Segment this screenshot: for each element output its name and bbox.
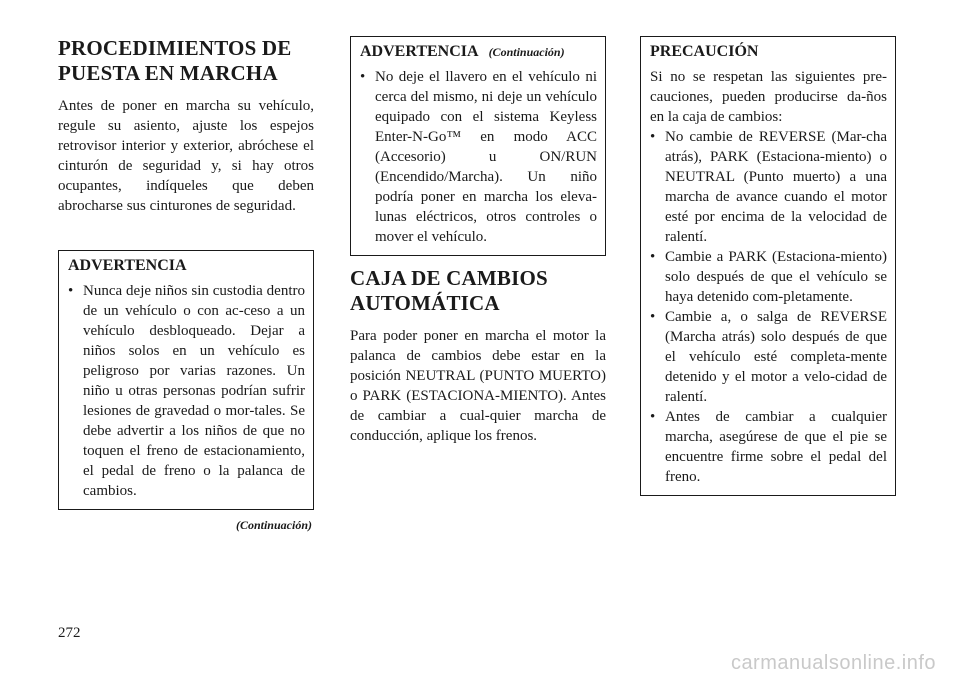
transmission-paragraph: Para poder poner en marcha el motor la palanca de cambios debe estar en la posición NEUTRAL (PUNTO MUERTO) o PARK (ESTACIONA-MIENTO). Antes de cambiar a cual-quier marcha de conducción, aplique los frenos. — [350, 328, 606, 444]
caution-item: • No cambie de REVERSE (Mar-cha atrás), PARK (Estaciona-miento) o NEUTRAL (Punto muerto) a una marcha de avance cuando el motor esté por encima de la velocidad de ralentí. — [650, 127, 887, 247]
warning-box-continued — [350, 36, 606, 256]
watermark: carmanualsonline.info — [730, 652, 936, 674]
warning-title: ADVERTENCIA — [360, 43, 479, 60]
intro-paragraph: Antes de poner en marcha su vehículo, regule su asiento, ajuste los espejos retrovisor interior y exterior, abróchese el cinturón de seguridad y, si hay otros ocupantes, indíqueles que deben abrocharse sus cinturones de seguridad. — [58, 98, 314, 214]
caution-item: • Antes de cambiar a cualquier marcha, asegúrese de que el pie se encuentre firme sobre el pedal del freno. — [650, 407, 887, 487]
caution-item: • Cambie a PARK (Estaciona-miento) solo después de que el vehículo se haya detenido com-pletamente. — [650, 247, 887, 307]
heading-line: AUTOMÁTICA — [350, 291, 500, 315]
warning-list — [68, 281, 305, 501]
heading-line: PROCEDIMIENTOS DE — [58, 36, 292, 60]
page-number: 272 — [58, 625, 81, 641]
section-heading-transmission — [350, 266, 606, 316]
middle-column — [350, 36, 606, 446]
warning-list — [360, 67, 597, 247]
caution-title: PRECAUCIÓN — [650, 43, 759, 60]
caution-intro: Si no se respetan las siguientes pre-cauciones, pueden producirse da-ños en la caja de cambios: — [650, 69, 887, 125]
heading-line: CAJA DE CAMBIOS — [350, 266, 548, 290]
warning-item: • No deje el llavero en el vehículo ni cerca del mismo, ni deje un vehículo equipado con el sistema Keyless Enter-N-Go™ en modo ACC (Accesorio) u ON/RUN (Encendido/Marcha). Un niño podría poner en marcha los eleva-lunas eléctricos, otros controles o mover el vehículo. — [360, 67, 597, 247]
caution-list — [650, 127, 887, 487]
continued-label: (Continuación) — [235, 518, 312, 532]
section-heading-startup — [58, 36, 314, 86]
warning-box — [58, 250, 314, 510]
left-column — [58, 36, 314, 533]
warning-item: • Nunca deje niños sin custodia dentro de un vehículo o con ac-ceso a un vehículo desbloqueado. Dejar a niños solos en un vehículo es peligroso por varias razones. Un niño u otras personas podrían sufrir lesiones de gravedad o mor-tales. Se debe advertir a los niños de que no toquen el freno de estacionamiento, el pedal de freno o la palanca de cambios. — [68, 281, 305, 501]
warning-title: ADVERTENCIA — [68, 257, 187, 274]
warning-header — [360, 43, 597, 61]
continued-label: (Continuación) — [488, 45, 565, 59]
right-column — [640, 36, 896, 496]
caution-item: • Cambie a, o salga de REVERSE (Marcha atrás) solo después de que el vehículo esté completa-mente detenido y el motor a velo-cidad de ralentí. — [650, 307, 887, 407]
heading-line: PUESTA EN MARCHA — [58, 61, 278, 85]
caution-box — [640, 36, 896, 496]
